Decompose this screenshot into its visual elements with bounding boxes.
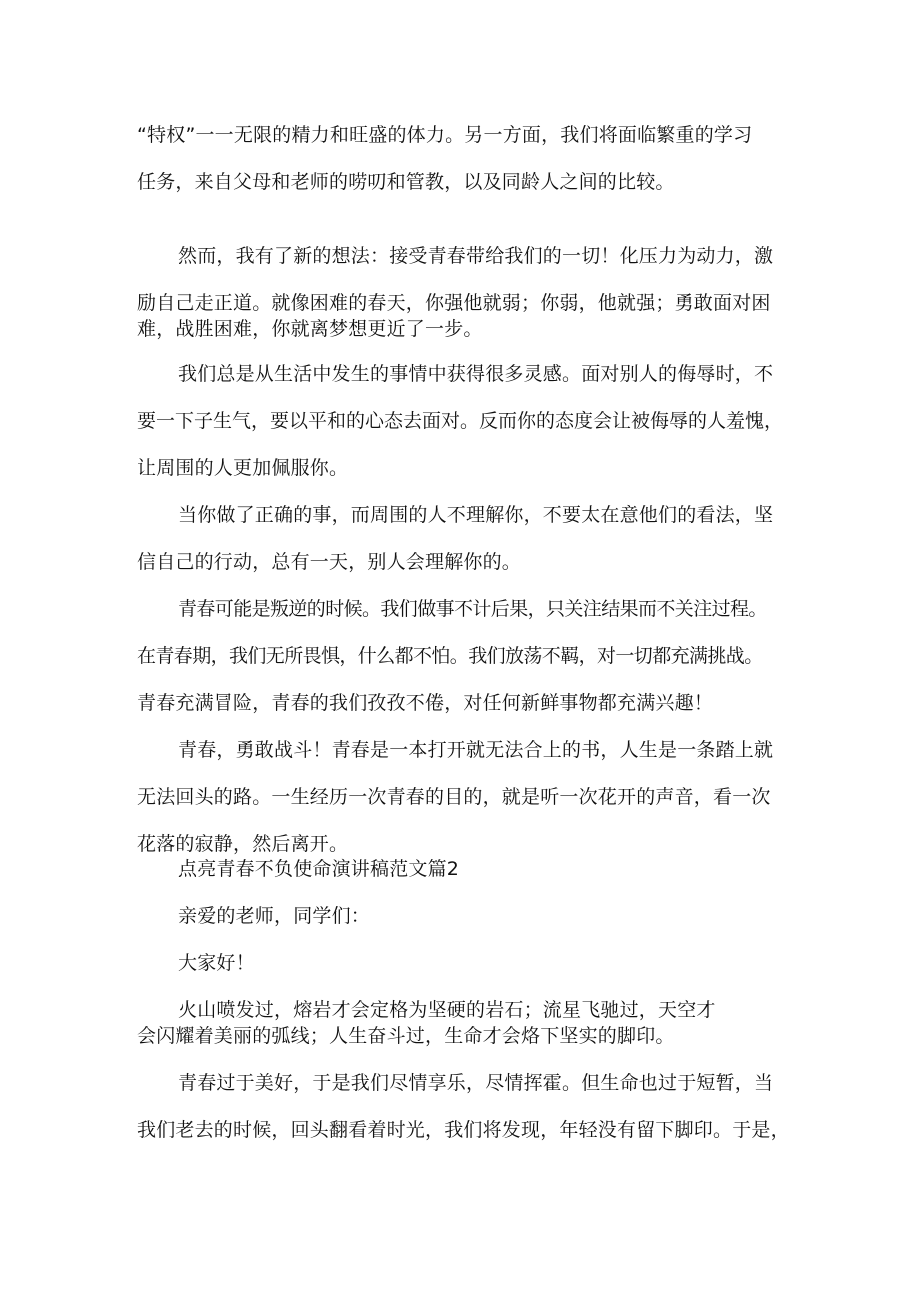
text-line-9: 当你做了正确的事，而周围的人不理解你，不要太在意他们的看法，坚 <box>178 504 774 526</box>
text-line-11: 青春可能是叛逆的时候。我们做事不计后果，只关注结果而不关注过程。 <box>178 598 767 620</box>
text-line-5: 难，战胜困难，你就离梦想更近了一步。 <box>137 318 483 340</box>
text-line-14: 青春，勇敢战斗！青春是一本打开就无法合上的书，人生是一条踏上就 <box>178 739 774 761</box>
salutation-line: 亲爱的老师，同学们： <box>178 905 371 927</box>
text-line-15: 无法回头的路。一生经历一次青春的目的，就是听一次花开的声音，看一次 <box>137 786 771 808</box>
text-line-6: 我们总是从生活中发生的事情中获得很多灵感。面对别人的侮辱时，不 <box>178 363 774 385</box>
text-line-20: 火山喷发过，熔岩才会定格为坚硬的岩石；流星飞驰过，天空才 <box>178 999 716 1021</box>
text-line-1: “特权”一一无限的精力和旺盛的体力。另一方面，我们将面临繁重的学习 <box>137 124 753 146</box>
text-line-4: 励自己走正道。就像困难的春天，你强他就弱；你弱，他就强；勇敢面对困 <box>137 292 771 314</box>
text-line-2: 任务，来自父母和老师的唠叨和管教，以及同龄人之间的比较。 <box>137 171 675 193</box>
section-heading: 点亮青春不负使命演讲稿范文篇2 <box>178 858 460 880</box>
text-line-13: 青春充满冒险，青春的我们孜孜不倦，对任何新鲜事物都充满兴趣！ <box>137 692 714 714</box>
text-line-12: 在青春期，我们无所畏惧，什么都不怕。我们放荡不羁，对一切都充满挑战。 <box>137 645 763 667</box>
greeting-line: 大家好！ <box>178 952 255 974</box>
text-line-7: 要一下子生气，要以平和的心态去面对。反而你的态度会让被侮辱的人羞愧， <box>137 410 784 432</box>
text-line-8: 让周围的人更加佩服你。 <box>137 457 349 479</box>
text-line-10: 信自己的行动，总有一天，别人会理解你的。 <box>137 551 522 573</box>
text-line-23: 我们老去的时候，回头翻看着时光，我们将发现，年轻没有留下脚印。于是， <box>137 1119 790 1141</box>
text-line-3: 然而，我有了新的想法：接受青春带给我们的一切！化压力为动力，激 <box>178 245 774 267</box>
text-line-22: 青春过于美好，于是我们尽情享乐，尽情挥霍。但生命也过于短暂，当 <box>178 1072 774 1094</box>
text-line-16: 花落的寂静，然后离开。 <box>137 833 349 855</box>
text-line-21: 会闪耀着美丽的弧线；人生奋斗过，生命才会烙下坚实的脚印。 <box>137 1025 675 1047</box>
